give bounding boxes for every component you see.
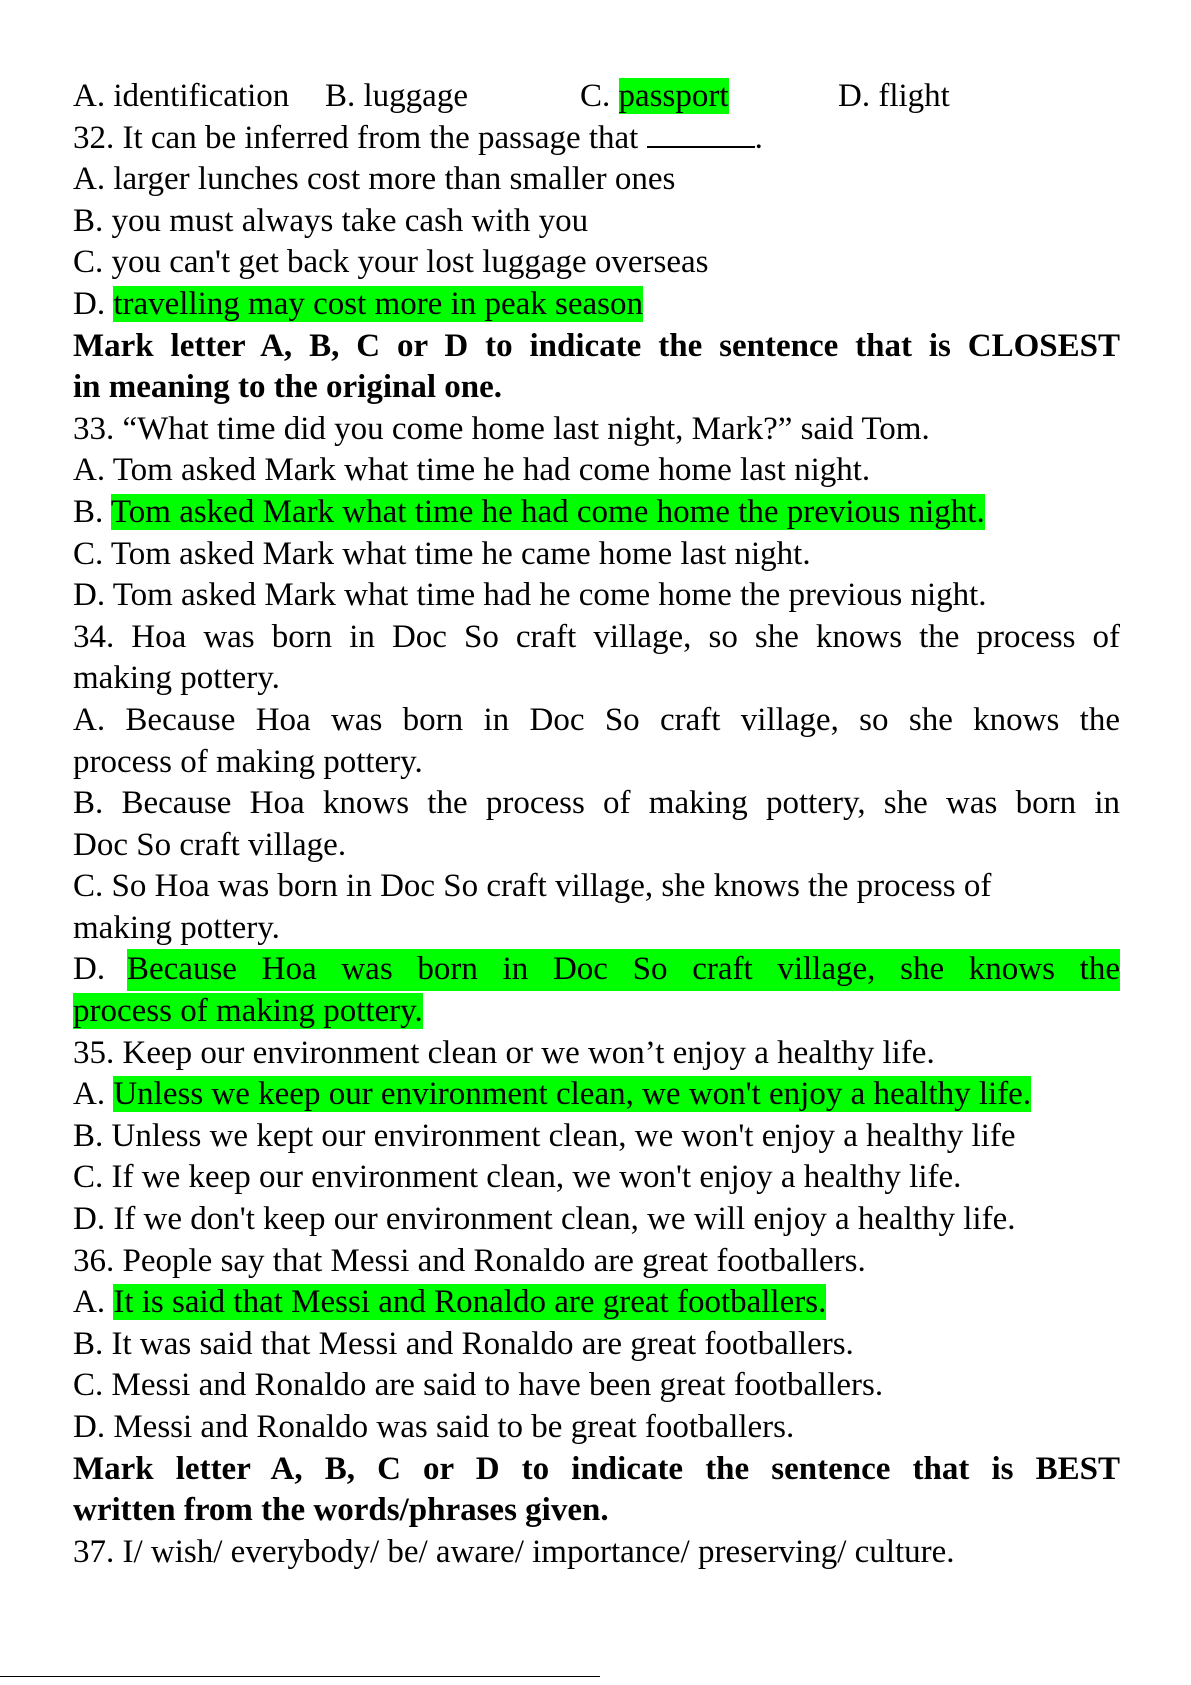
section-instruction-best-cont: written from the words/phrases given. [73,1492,609,1529]
q35-option-b: B. Unless we kept our environment clean, we won't enjoy a healthy life [73,1117,1016,1154]
q36-option-d: D. Messi and Ronaldo was said to be great footballers. [73,1409,795,1445]
q35-answer-highlight: Unless we keep our environment clean, we won't enjoy a healthy life. [113,1076,1032,1113]
answer-blank [647,122,755,148]
q33-answer-highlight: Tom asked Mark what time he had come home the previous night. [110,493,985,530]
q34-option-d-cont [73,991,1120,1033]
q36-answer-highlight: It is said that Messi and Ronaldo are great footballers. [113,1284,827,1321]
q37-stem: 37. I/ wish/ everybody/ be/ aware/ importance/ preserving/ culture. [73,1533,955,1570]
q36-option-b: B. It was said that Messi and Ronaldo are great footballers. [73,1325,854,1362]
q32-answer-highlight: travelling may cost more in peak season [113,285,644,322]
q36-option-a: A. It is said that Messi and Ronaldo are great footballers. [73,1284,827,1321]
q33-option-b: B. Tom asked Mark what time he had come home the previous night. [73,493,985,530]
q34-option-c-cont: making pottery. [73,909,280,946]
q33-option-a: A. Tom asked Mark what time he had come home last night. [73,452,871,489]
q33-option-d: D. Tom asked Mark what time had he come home the previous night. [73,577,987,614]
q34-option-c: C. So Hoa was born in Doc So craft village, she knows the process of [73,868,992,905]
q34-option-b: B. Because Hoa knows the process of making pottery, she was born in [73,785,1120,822]
q35-option-a: A. Unless we keep our environment clean, we won't enjoy a healthy life. [73,1076,1032,1113]
q34-stem-cont: making pottery. [73,660,280,697]
section-instruction-closest-cont: in meaning to the original one. [73,369,503,406]
q32-option-d: D. travelling may cost more in peak season [73,285,644,322]
q34-stem: 34. Hoa was born in Doc So craft village, so she knows the process of [73,618,1120,655]
q31-option-a: A. identification [73,78,290,114]
q35-stem: 35. Keep our environment clean or we won’t enjoy a healthy life. [73,1034,935,1071]
q32-option-a: A. larger lunches cost more than smaller ones [73,161,676,198]
q36-stem: 36. People say that Messi and Ronaldo are great footballers. [73,1242,866,1279]
q33-option-c: C. Tom asked Mark what time he came home last night. [73,535,811,572]
q35-option-c: C. If we keep our environment clean, we won't enjoy a healthy life. [73,1159,962,1196]
q32-option-b: B. you must always take cash with you [73,202,589,239]
document-page [73,76,1120,1573]
q34-option-b-cont: Doc So craft village. [73,826,347,863]
q34-option-a: A. Because Hoa was born in Doc So craft village, so she knows the [73,701,1120,738]
q31-option-b: B. luggage [325,78,468,114]
q32-stem: 32. It can be inferred from the passage that . [73,119,763,156]
q34-option-a-cont: process of making pottery. [73,743,423,780]
section-instruction-best: Mark letter A, B, C or D to indicate the sentence that is BEST [73,1450,1120,1487]
q31-options [73,76,1120,118]
q34-answer-highlight-cont: process of making pottery. [73,993,423,1030]
q35-option-d: D. If we don't keep our environment clean, we will enjoy a healthy life. [73,1201,1016,1238]
q34-option-d: D. Because Hoa was born in Doc So craft village, she knows the [73,949,1120,991]
q34-answer-highlight: Because Hoa was born in Doc So craft village, she knows the [127,949,1120,991]
q32-option-c: C. you can't get back your lost luggage overseas [73,244,709,281]
q31-option-c: C. passport [580,78,729,114]
q31-option-d: D. flight [838,78,950,114]
q36-option-c: C. Messi and Ronaldo are said to have been great footballers. [73,1367,884,1404]
q31-answer-highlight: passport [618,78,729,114]
footer-divider [0,1676,600,1677]
q33-stem: 33. “What time did you come home last night, Mark?” said Tom. [73,410,930,447]
section-instruction-closest: Mark letter A, B, C or D to indicate the sentence that is CLOSEST [73,327,1120,364]
